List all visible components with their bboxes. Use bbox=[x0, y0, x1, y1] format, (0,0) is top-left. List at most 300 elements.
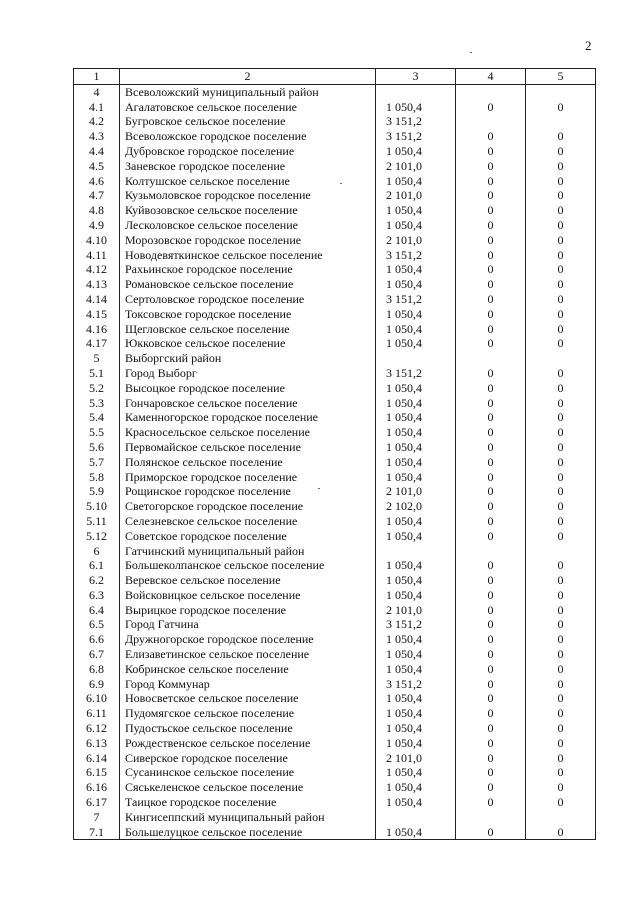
row-name: Город Гатчина bbox=[120, 617, 376, 632]
table-row bbox=[74, 144, 596, 159]
row-number: 4 bbox=[74, 84, 120, 99]
row-value: 1 050,4 bbox=[376, 262, 456, 277]
row-col-4 bbox=[456, 810, 526, 825]
row-col-5: 0 bbox=[526, 410, 596, 425]
table-row bbox=[74, 351, 596, 366]
row-number: 6.15 bbox=[74, 765, 120, 780]
row-col-4: 0 bbox=[456, 440, 526, 455]
row-number: 4.13 bbox=[74, 277, 120, 292]
row-col-5: 0 bbox=[526, 425, 596, 440]
row-col-5: 0 bbox=[526, 721, 596, 736]
row-value: 3 151,2 bbox=[376, 114, 456, 129]
row-col-5: 0 bbox=[526, 706, 596, 721]
row-col-5: 0 bbox=[526, 603, 596, 618]
row-value: 1 050,4 bbox=[376, 795, 456, 810]
row-number: 4.9 bbox=[74, 218, 120, 233]
row-name: Большеколпанское сельское поселение bbox=[120, 558, 376, 573]
row-value: 1 050,4 bbox=[376, 144, 456, 159]
row-value: 3 151,2 bbox=[376, 292, 456, 307]
row-col-4: 0 bbox=[456, 484, 526, 499]
row-number: 5.5 bbox=[74, 425, 120, 440]
row-name: Токсовское городское поселение bbox=[120, 307, 376, 322]
row-number: 6.8 bbox=[74, 662, 120, 677]
scan-speck bbox=[470, 52, 472, 53]
row-value: 1 050,4 bbox=[376, 425, 456, 440]
row-col-4: 0 bbox=[456, 218, 526, 233]
table-row bbox=[74, 795, 596, 810]
row-col-4: 0 bbox=[456, 425, 526, 440]
row-name: Всеволожское городское поселение bbox=[120, 129, 376, 144]
row-col-4: 0 bbox=[456, 381, 526, 396]
row-col-4: 0 bbox=[456, 514, 526, 529]
row-name: Рахьинское городское поселение bbox=[120, 262, 376, 277]
row-col-4 bbox=[456, 84, 526, 99]
row-value: 1 050,4 bbox=[376, 558, 456, 573]
row-name: Сертоловское городское поселение bbox=[120, 292, 376, 307]
row-number: 7.1 bbox=[74, 825, 120, 840]
row-value: 1 050,4 bbox=[376, 336, 456, 351]
row-col-4: 0 bbox=[456, 617, 526, 632]
row-number: 4.17 bbox=[74, 336, 120, 351]
row-value: 1 050,4 bbox=[376, 736, 456, 751]
row-col-5: 0 bbox=[526, 292, 596, 307]
table-row bbox=[74, 588, 596, 603]
row-col-5: 0 bbox=[526, 203, 596, 218]
row-col-5 bbox=[526, 84, 596, 99]
row-name: Агалатовское сельское поселение bbox=[120, 100, 376, 115]
table-header-row bbox=[74, 69, 596, 85]
table-row bbox=[74, 233, 596, 248]
row-col-4: 0 bbox=[456, 499, 526, 514]
table-row bbox=[74, 336, 596, 351]
row-name: Веревское сельское поселение bbox=[120, 573, 376, 588]
table-row bbox=[74, 765, 596, 780]
table-row bbox=[74, 632, 596, 647]
row-number: 6.12 bbox=[74, 721, 120, 736]
row-col-5: 0 bbox=[526, 617, 596, 632]
table-row bbox=[74, 617, 596, 632]
table-row bbox=[74, 825, 596, 840]
row-col-4: 0 bbox=[456, 336, 526, 351]
row-col-4: 0 bbox=[456, 677, 526, 692]
table-row bbox=[74, 440, 596, 455]
row-value: 1 050,4 bbox=[376, 765, 456, 780]
table-row bbox=[74, 100, 596, 115]
row-number: 5.1 bbox=[74, 366, 120, 381]
row-name: Пудомягское сельское поселение bbox=[120, 706, 376, 721]
row-col-4: 0 bbox=[456, 662, 526, 677]
row-number: 5 bbox=[74, 351, 120, 366]
row-col-4: 0 bbox=[456, 366, 526, 381]
row-value: 1 050,4 bbox=[376, 100, 456, 115]
row-col-4: 0 bbox=[456, 233, 526, 248]
row-col-5: 0 bbox=[526, 588, 596, 603]
row-number: 6.4 bbox=[74, 603, 120, 618]
row-col-5 bbox=[526, 114, 596, 129]
row-col-5: 0 bbox=[526, 307, 596, 322]
row-number: 7 bbox=[74, 810, 120, 825]
row-name: Кингисеппский муниципальный район bbox=[120, 810, 376, 825]
row-name: Куйвозовское сельское поселение bbox=[120, 203, 376, 218]
row-value: 1 050,4 bbox=[376, 825, 456, 840]
row-name: Первомайское сельское поселение bbox=[120, 440, 376, 455]
row-col-4: 0 bbox=[456, 573, 526, 588]
table-row bbox=[74, 410, 596, 425]
row-value: 3 151,2 bbox=[376, 248, 456, 263]
row-name: Город Выборг bbox=[120, 366, 376, 381]
row-value: 1 050,4 bbox=[376, 662, 456, 677]
row-col-4: 0 bbox=[456, 470, 526, 485]
row-col-4: 0 bbox=[456, 825, 526, 840]
header-col-2: 2 bbox=[120, 69, 376, 85]
row-number: 5.3 bbox=[74, 396, 120, 411]
row-value: 1 050,4 bbox=[376, 322, 456, 337]
row-value: 1 050,4 bbox=[376, 410, 456, 425]
row-name: Пудостьское сельское поселение bbox=[120, 721, 376, 736]
row-value: 1 050,4 bbox=[376, 470, 456, 485]
row-col-5: 0 bbox=[526, 174, 596, 189]
row-number: 5.10 bbox=[74, 499, 120, 514]
row-col-4: 0 bbox=[456, 174, 526, 189]
row-number: 5.2 bbox=[74, 381, 120, 396]
row-col-5: 0 bbox=[526, 632, 596, 647]
row-name: Высоцкое городское поселение bbox=[120, 381, 376, 396]
row-number: 6.16 bbox=[74, 780, 120, 795]
table-row bbox=[74, 292, 596, 307]
row-name: Большелуцкое сельское поселение bbox=[120, 825, 376, 840]
row-value: 2 101,0 bbox=[376, 159, 456, 174]
row-number: 4.5 bbox=[74, 159, 120, 174]
row-value: 2 102,0 bbox=[376, 499, 456, 514]
row-value: 2 101,0 bbox=[376, 188, 456, 203]
row-value: 1 050,4 bbox=[376, 588, 456, 603]
row-name: Светогорское городское поселение bbox=[120, 499, 376, 514]
row-number: 6.14 bbox=[74, 751, 120, 766]
table-row bbox=[74, 470, 596, 485]
row-number: 6.5 bbox=[74, 617, 120, 632]
row-value bbox=[376, 84, 456, 99]
table-row bbox=[74, 455, 596, 470]
row-name: Вырицкое городское поселение bbox=[120, 603, 376, 618]
row-value bbox=[376, 351, 456, 366]
row-name: Селезневское сельское поселение bbox=[120, 514, 376, 529]
row-value: 3 151,2 bbox=[376, 677, 456, 692]
row-number: 4.1 bbox=[74, 100, 120, 115]
row-col-5: 0 bbox=[526, 677, 596, 692]
row-col-5: 0 bbox=[526, 573, 596, 588]
row-col-4: 0 bbox=[456, 691, 526, 706]
row-col-4: 0 bbox=[456, 721, 526, 736]
row-value: 1 050,4 bbox=[376, 307, 456, 322]
table-row bbox=[74, 662, 596, 677]
row-value bbox=[376, 544, 456, 559]
row-col-5: 0 bbox=[526, 499, 596, 514]
row-number: 6.9 bbox=[74, 677, 120, 692]
row-col-5 bbox=[526, 544, 596, 559]
row-col-4: 0 bbox=[456, 455, 526, 470]
table-row bbox=[74, 203, 596, 218]
row-number: 6.6 bbox=[74, 632, 120, 647]
header-col-1: 1 bbox=[74, 69, 120, 85]
row-name: Войсковицкое сельское поселение bbox=[120, 588, 376, 603]
row-col-5: 0 bbox=[526, 277, 596, 292]
table-row bbox=[74, 751, 596, 766]
row-col-5: 0 bbox=[526, 455, 596, 470]
row-name: Кобринское сельское поселение bbox=[120, 662, 376, 677]
row-name: Елизаветинское сельское поселение bbox=[120, 647, 376, 662]
row-col-5: 0 bbox=[526, 366, 596, 381]
row-col-4: 0 bbox=[456, 322, 526, 337]
row-value: 2 101,0 bbox=[376, 751, 456, 766]
table-row bbox=[74, 810, 596, 825]
row-col-5: 0 bbox=[526, 233, 596, 248]
row-col-4: 0 bbox=[456, 765, 526, 780]
row-name: Морозовское городское поселение bbox=[120, 233, 376, 248]
row-number: 5.9 bbox=[74, 484, 120, 499]
row-value bbox=[376, 810, 456, 825]
row-name: Гатчинский муниципальный район bbox=[120, 544, 376, 559]
row-number: 5.4 bbox=[74, 410, 120, 425]
row-name: Новосветское сельское поселение bbox=[120, 691, 376, 706]
row-number: 4.11 bbox=[74, 248, 120, 263]
row-value: 1 050,4 bbox=[376, 691, 456, 706]
table-row bbox=[74, 603, 596, 618]
row-number: 4.7 bbox=[74, 188, 120, 203]
row-col-5: 0 bbox=[526, 440, 596, 455]
row-value: 1 050,4 bbox=[376, 706, 456, 721]
row-name: Щегловское сельское поселение bbox=[120, 322, 376, 337]
row-value: 1 050,4 bbox=[376, 632, 456, 647]
row-col-5: 0 bbox=[526, 795, 596, 810]
row-name: Таицкое городское поселение bbox=[120, 795, 376, 810]
row-number: 6.1 bbox=[74, 558, 120, 573]
row-col-5: 0 bbox=[526, 336, 596, 351]
row-value: 2 101,0 bbox=[376, 233, 456, 248]
row-value: 3 151,2 bbox=[376, 129, 456, 144]
row-name: Приморское городское поселение bbox=[120, 470, 376, 485]
row-col-5: 0 bbox=[526, 514, 596, 529]
row-value: 1 050,4 bbox=[376, 174, 456, 189]
row-col-4: 0 bbox=[456, 588, 526, 603]
table-row bbox=[74, 159, 596, 174]
header-col-3: 3 bbox=[376, 69, 456, 85]
row-number: 6.13 bbox=[74, 736, 120, 751]
row-name: Выборгский район bbox=[120, 351, 376, 366]
row-col-5: 0 bbox=[526, 129, 596, 144]
table-row bbox=[74, 677, 596, 692]
header-col-5: 5 bbox=[526, 69, 596, 85]
table-row bbox=[74, 381, 596, 396]
row-col-5 bbox=[526, 351, 596, 366]
row-number: 4.6 bbox=[74, 174, 120, 189]
row-name: Лесколовское сельское поселение bbox=[120, 218, 376, 233]
table-row bbox=[74, 396, 596, 411]
allocation-table bbox=[73, 68, 596, 840]
row-number: 5.7 bbox=[74, 455, 120, 470]
row-col-5: 0 bbox=[526, 691, 596, 706]
row-value: 1 050,4 bbox=[376, 721, 456, 736]
row-col-4: 0 bbox=[456, 262, 526, 277]
row-value: 1 050,4 bbox=[376, 455, 456, 470]
row-value: 2 101,0 bbox=[376, 484, 456, 499]
row-name: Сусанинское сельское поселение bbox=[120, 765, 376, 780]
row-col-5: 0 bbox=[526, 322, 596, 337]
table-row bbox=[74, 129, 596, 144]
row-col-4 bbox=[456, 544, 526, 559]
row-value: 1 050,4 bbox=[376, 218, 456, 233]
row-name: Полянское сельское поселение bbox=[120, 455, 376, 470]
table-row bbox=[74, 84, 596, 99]
row-number: 6.3 bbox=[74, 588, 120, 603]
table-row bbox=[74, 307, 596, 322]
row-col-4: 0 bbox=[456, 100, 526, 115]
row-col-4: 0 bbox=[456, 292, 526, 307]
row-col-5: 0 bbox=[526, 218, 596, 233]
table-row bbox=[74, 721, 596, 736]
row-number: 4.2 bbox=[74, 114, 120, 129]
header-col-4: 4 bbox=[456, 69, 526, 85]
row-number: 6 bbox=[74, 544, 120, 559]
row-number: 4.16 bbox=[74, 322, 120, 337]
row-col-5: 0 bbox=[526, 248, 596, 263]
row-value: 1 050,4 bbox=[376, 573, 456, 588]
row-number: 5.8 bbox=[74, 470, 120, 485]
row-number: 4.8 bbox=[74, 203, 120, 218]
row-col-4: 0 bbox=[456, 277, 526, 292]
row-col-4: 0 bbox=[456, 603, 526, 618]
row-col-4: 0 bbox=[456, 736, 526, 751]
row-number: 4.15 bbox=[74, 307, 120, 322]
row-value: 1 050,4 bbox=[376, 381, 456, 396]
table-row bbox=[74, 114, 596, 129]
row-col-4: 0 bbox=[456, 558, 526, 573]
row-col-4: 0 bbox=[456, 248, 526, 263]
row-name: Дружногорское городское поселение bbox=[120, 632, 376, 647]
row-col-5: 0 bbox=[526, 484, 596, 499]
table-row bbox=[74, 277, 596, 292]
table-row bbox=[74, 573, 596, 588]
row-col-5: 0 bbox=[526, 558, 596, 573]
row-col-4: 0 bbox=[456, 647, 526, 662]
row-name: Рождественское сельское поселение bbox=[120, 736, 376, 751]
page-number: 2 bbox=[585, 38, 592, 53]
row-col-5 bbox=[526, 810, 596, 825]
row-col-5: 0 bbox=[526, 825, 596, 840]
table-row bbox=[74, 174, 596, 189]
row-col-4: 0 bbox=[456, 706, 526, 721]
row-col-5: 0 bbox=[526, 159, 596, 174]
row-name: Советское городское поселение bbox=[120, 529, 376, 544]
row-col-5: 0 bbox=[526, 662, 596, 677]
row-col-5: 0 bbox=[526, 100, 596, 115]
row-col-4: 0 bbox=[456, 795, 526, 810]
row-name: Рощинское городское поселение bbox=[120, 484, 376, 499]
row-col-5: 0 bbox=[526, 780, 596, 795]
table-body bbox=[74, 84, 596, 840]
row-name: Всеволожский муниципальный район bbox=[120, 84, 376, 99]
row-number: 5.12 bbox=[74, 529, 120, 544]
row-col-4 bbox=[456, 351, 526, 366]
row-name: Юкковское сельское поселение bbox=[120, 336, 376, 351]
table-row bbox=[74, 780, 596, 795]
table-row bbox=[74, 262, 596, 277]
row-col-4: 0 bbox=[456, 307, 526, 322]
table-row bbox=[74, 218, 596, 233]
row-number: 6.17 bbox=[74, 795, 120, 810]
table-row bbox=[74, 248, 596, 263]
row-col-5: 0 bbox=[526, 736, 596, 751]
row-name: Новодевяткинское сельское поселение bbox=[120, 248, 376, 263]
row-value: 3 151,2 bbox=[376, 366, 456, 381]
row-value: 1 050,4 bbox=[376, 396, 456, 411]
row-name: Заневское городское поселение bbox=[120, 159, 376, 174]
table-row bbox=[74, 736, 596, 751]
row-value: 1 050,4 bbox=[376, 529, 456, 544]
row-name: Романовское сельское поселение bbox=[120, 277, 376, 292]
row-name: Сиверское городское поселение bbox=[120, 751, 376, 766]
row-number: 5.6 bbox=[74, 440, 120, 455]
row-name: Колтушское сельское поселение bbox=[120, 174, 376, 189]
row-name: Бугровское сельское поселение bbox=[120, 114, 376, 129]
row-col-4: 0 bbox=[456, 751, 526, 766]
row-col-5: 0 bbox=[526, 470, 596, 485]
row-number: 4.14 bbox=[74, 292, 120, 307]
row-name: Сяськеленское сельское поселение bbox=[120, 780, 376, 795]
row-name: Дубровское городское поселение bbox=[120, 144, 376, 159]
row-col-5: 0 bbox=[526, 262, 596, 277]
row-col-4: 0 bbox=[456, 780, 526, 795]
row-col-5: 0 bbox=[526, 751, 596, 766]
row-number: 4.4 bbox=[74, 144, 120, 159]
table-row bbox=[74, 322, 596, 337]
row-number: 6.7 bbox=[74, 647, 120, 662]
table-row bbox=[74, 366, 596, 381]
table-row bbox=[74, 544, 596, 559]
row-number: 6.10 bbox=[74, 691, 120, 706]
row-number: 4.3 bbox=[74, 129, 120, 144]
row-number: 4.10 bbox=[74, 233, 120, 248]
row-number: 6.11 bbox=[74, 706, 120, 721]
row-name: Каменногорское городское поселение bbox=[120, 410, 376, 425]
table-row bbox=[74, 529, 596, 544]
table-row bbox=[74, 706, 596, 721]
row-col-4: 0 bbox=[456, 529, 526, 544]
row-col-4 bbox=[456, 114, 526, 129]
table-row bbox=[74, 691, 596, 706]
row-col-4: 0 bbox=[456, 396, 526, 411]
row-name: Красносельское сельское поселение bbox=[120, 425, 376, 440]
row-value: 1 050,4 bbox=[376, 440, 456, 455]
row-value: 1 050,4 bbox=[376, 780, 456, 795]
row-value: 3 151,2 bbox=[376, 617, 456, 632]
row-col-4: 0 bbox=[456, 188, 526, 203]
row-col-4: 0 bbox=[456, 159, 526, 174]
row-col-5: 0 bbox=[526, 144, 596, 159]
row-col-5: 0 bbox=[526, 381, 596, 396]
row-number: 5.11 bbox=[74, 514, 120, 529]
row-number: 4.12 bbox=[74, 262, 120, 277]
row-col-5: 0 bbox=[526, 529, 596, 544]
row-col-5: 0 bbox=[526, 647, 596, 662]
row-col-4: 0 bbox=[456, 129, 526, 144]
row-name: Кузьмоловское городское поселение bbox=[120, 188, 376, 203]
row-number: 6.2 bbox=[74, 573, 120, 588]
row-col-4: 0 bbox=[456, 410, 526, 425]
row-col-4: 0 bbox=[456, 203, 526, 218]
row-value: 1 050,4 bbox=[376, 277, 456, 292]
table-row bbox=[74, 425, 596, 440]
table-row bbox=[74, 647, 596, 662]
